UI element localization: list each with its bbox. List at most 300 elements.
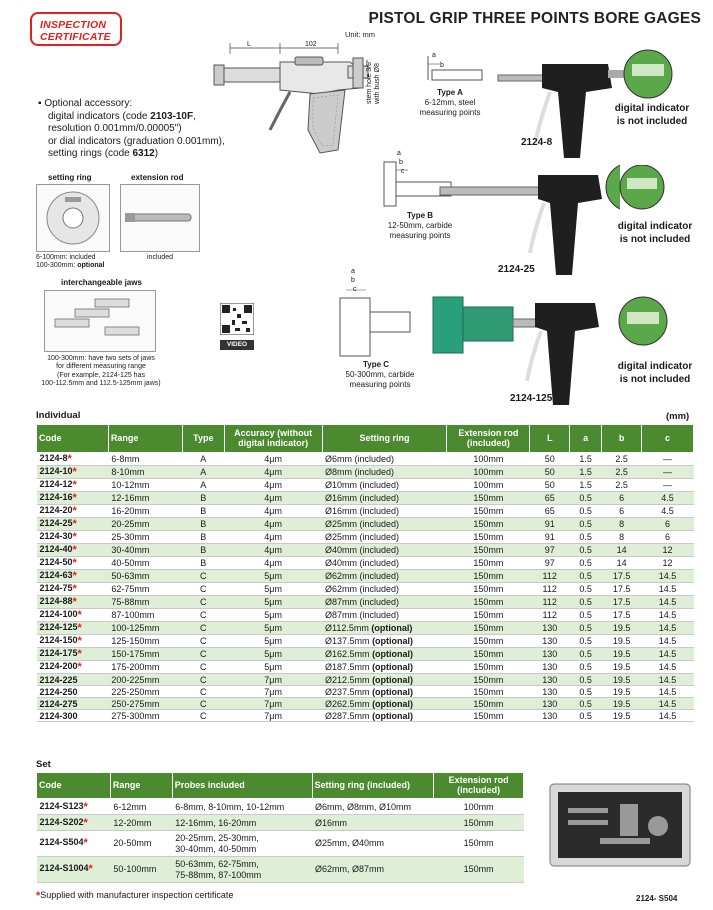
set-ring-cell: Ø6mm, Ø8mm, Ø10mm (312, 799, 434, 815)
ring-caption-1: 6-100mm: included (36, 254, 96, 261)
setting-ring-cell (322, 609, 447, 622)
code-cell (37, 544, 109, 557)
extension-cell: 100mm (447, 453, 530, 466)
accuracy-cell: 4μm (224, 466, 322, 479)
accuracy-cell: 4μm (224, 492, 322, 505)
extension-cell: 150mm (447, 570, 530, 583)
dim-c-cell: 14.5 (642, 686, 694, 698)
set-row (37, 799, 524, 815)
set-code-cell (37, 799, 111, 815)
type-b-dim-c: c (401, 168, 405, 175)
individual-header-2: Type (182, 425, 224, 453)
extension-cell: 150mm (447, 492, 530, 505)
dim-a-cell: 0.5 (570, 557, 602, 570)
dim-c-cell: 14.5 (642, 648, 694, 661)
ring-size: Ø87mm (included) (325, 597, 400, 607)
set-code-text: 2124-S123 (39, 800, 84, 811)
dim-c-cell: 14.5 (642, 570, 694, 583)
code-text: 2124-175 (39, 648, 78, 658)
set-ring-cell: Ø16mm (312, 815, 434, 831)
accuracy-cell: 5μm (224, 648, 322, 661)
video-label: VIDEO (220, 340, 254, 350)
dim-a-cell: 0.5 (570, 596, 602, 609)
range-cell: 125-150mm (108, 635, 182, 648)
code-cell (37, 710, 109, 722)
extension-cell: 150mm (447, 674, 530, 686)
range-cell: 75-88mm (108, 596, 182, 609)
code-cell (37, 570, 109, 583)
ring-optional: (optional) (372, 662, 414, 672)
range-cell: 87-100mm (108, 609, 182, 622)
extension-cell: 150mm (447, 698, 530, 710)
code-text: 2124-250 (39, 686, 78, 697)
dim-L-cell: 130 (530, 674, 570, 686)
footnote (36, 890, 233, 902)
set-header-2: Probes included (172, 773, 312, 799)
set-header-1: Range (110, 773, 172, 799)
code-text: 2124-200 (39, 661, 78, 671)
certificate-star-icon: * (72, 505, 77, 517)
dim-b-cell: 14 (602, 544, 642, 557)
type-c-title: Type C (362, 360, 390, 369)
dim-c-cell: 12 (642, 544, 694, 557)
range-cell: 250-275mm (108, 698, 182, 710)
range-cell: 100-125mm (108, 622, 182, 635)
dim-L-cell: 50 (530, 453, 570, 466)
dim-a-cell: 1.5 (570, 466, 602, 479)
certificate-star-icon: * (72, 557, 77, 569)
table-row (37, 466, 694, 479)
type-a-desc: 6-12mm, steel measuring points (419, 98, 481, 117)
indicator-2124-25 (612, 165, 672, 215)
type-cell: C (182, 674, 224, 686)
page-title: PISTOL GRIP THREE POINTS BORE GAGES (368, 10, 701, 27)
set-probes-cell: 12-16mm, 16-20mm (172, 815, 312, 831)
extension-cell: 150mm (447, 710, 530, 722)
dim-b-cell: 19.5 (602, 698, 642, 710)
accuracy-cell: 5μm (224, 570, 322, 583)
code-cell (37, 583, 109, 596)
dim-a-cell: 0.5 (570, 531, 602, 544)
certificate-star-icon: * (72, 583, 77, 595)
code-cell (37, 648, 109, 661)
code-cell (37, 698, 109, 710)
dim-b-cell: 19.5 (602, 661, 642, 674)
type-cell: A (182, 479, 224, 492)
accuracy-cell: 4μm (224, 531, 322, 544)
dim-c-cell: 4.5 (642, 505, 694, 518)
type-b-dim-a: a (397, 150, 401, 157)
extension-cell: 150mm (447, 622, 530, 635)
table-row (37, 518, 694, 531)
type-cell: C (182, 635, 224, 648)
ring-size: Ø40mm (included) (325, 545, 400, 555)
ring-optional: (optional) (372, 674, 414, 685)
range-cell: 275-300mm (108, 710, 182, 722)
range-cell: 62-75mm (108, 583, 182, 596)
dim-c-cell: 14.5 (642, 710, 694, 722)
code-text: 2124-8 (39, 453, 68, 463)
extension-cell: 150mm (447, 635, 530, 648)
individual-table (36, 424, 694, 722)
dim-L-cell: 91 (530, 531, 570, 544)
type-b-title: Type B (406, 211, 434, 220)
extension-cell: 150mm (447, 596, 530, 609)
ring-code: 6312 (132, 148, 155, 159)
dim-L-cell: 50 (530, 479, 570, 492)
dim-a-cell: 0.5 (570, 570, 602, 583)
dim-c-cell: 14.5 (642, 674, 694, 686)
accuracy-cell: 5μm (224, 661, 322, 674)
table-row (37, 609, 694, 622)
ring-size: Ø262.5mm (325, 698, 373, 709)
code-text: 2124-88 (39, 596, 73, 606)
ring-optional: (optional) (372, 649, 414, 659)
ring-size: Ø10mm (included) (325, 480, 400, 490)
dim-c-cell: 14.5 (642, 622, 694, 635)
range-cell: 20-25mm (108, 518, 182, 531)
dim-a-cell: 0.5 (570, 686, 602, 698)
dim-b-cell: 17.5 (602, 596, 642, 609)
setting-ring-cell (322, 661, 447, 674)
ring-size: Ø62mm (included) (325, 571, 400, 581)
dim-b-cell: 19.5 (602, 648, 642, 661)
dim-c-cell: 14.5 (642, 661, 694, 674)
extension-rod-title: extension rod (131, 173, 184, 182)
dim-c-cell: 6 (642, 531, 694, 544)
dim-b-cell: 17.5 (602, 609, 642, 622)
code-text: 2124-12 (39, 479, 73, 489)
code-cell (37, 622, 109, 635)
code-text: 2124-20 (39, 505, 73, 515)
footnote-star: * (36, 890, 41, 902)
range-cell: 200-225mm (108, 674, 182, 686)
dim-b-cell: 14 (602, 557, 642, 570)
code-text: 2124-75 (39, 583, 73, 593)
range-cell: 30-40mm (108, 544, 182, 557)
dim-a-cell: 0.5 (570, 661, 602, 674)
set-range-cell: 12-20mm (110, 815, 172, 831)
footnote-text: Supplied with manufacturer inspection certificate (40, 890, 234, 900)
type-c-desc: 50-300mm, carbide measuring points (345, 370, 415, 389)
code-text: 2124-25 (39, 518, 73, 528)
accessory-paren: ) (154, 148, 159, 159)
code-cell (37, 661, 109, 674)
range-cell: 50-63mm (108, 570, 182, 583)
certificate-star-icon: * (77, 635, 82, 647)
dim-a-cell: 1.5 (570, 453, 602, 466)
dim-c-cell: — (642, 466, 694, 479)
type-c-dim-b: b (351, 277, 355, 284)
note-2124-25: digital indicator is not included (617, 221, 693, 245)
type-b-desc: 12-50mm, carbide measuring points (387, 221, 453, 240)
type-cell: A (182, 466, 224, 479)
type-cell: B (182, 505, 224, 518)
extension-cell: 150mm (447, 583, 530, 596)
ring-size: Ø212.5mm (325, 674, 373, 685)
type-cell: B (182, 557, 224, 570)
range-cell: 10-12mm (108, 479, 182, 492)
dim-a-cell: 0.5 (570, 583, 602, 596)
accessory-line5: setting rings (code (48, 148, 133, 159)
dim-L-cell: 97 (530, 557, 570, 570)
code-cell (37, 505, 109, 518)
dim-c-cell: 6 (642, 518, 694, 531)
setting-ring-title: setting ring (48, 173, 92, 182)
accuracy-cell: 5μm (224, 609, 322, 622)
ring-size: Ø25mm (included) (325, 519, 400, 529)
dim-c-cell: — (642, 453, 694, 466)
type-cell: B (182, 492, 224, 505)
individual-header-0: Code (37, 425, 109, 453)
ring-size: Ø187.5mm (325, 662, 373, 672)
dim-a-cell: 0.5 (570, 698, 602, 710)
setting-ring-cell (322, 479, 447, 492)
setting-ring-cell (322, 674, 447, 686)
individual-header-8: b (602, 425, 642, 453)
type-cell: B (182, 531, 224, 544)
accuracy-cell: 7μm (224, 698, 322, 710)
code-cell (37, 492, 109, 505)
dim-102: 102 (305, 41, 317, 48)
ring-optional: (optional) (372, 698, 414, 709)
dim-L-cell: 130 (530, 661, 570, 674)
code-cell (37, 453, 109, 466)
ring-size: Ø8mm (included) (325, 467, 395, 477)
accuracy-cell: 4μm (224, 557, 322, 570)
setting-ring-caption (36, 254, 121, 271)
case-label: 2124- S504 (636, 894, 678, 903)
accuracy-cell: 5μm (224, 622, 322, 635)
dim-a-cell: 0.5 (570, 518, 602, 531)
table-row (37, 557, 694, 570)
extension-cell: 100mm (447, 466, 530, 479)
dim-c-cell: 14.5 (642, 609, 694, 622)
code-text: 2124-40 (39, 544, 73, 554)
accuracy-cell: 5μm (224, 583, 322, 596)
ring-size: Ø137.5mm (325, 636, 373, 646)
range-cell: 12-16mm (108, 492, 182, 505)
setting-ring-cell (322, 453, 447, 466)
table-row (37, 544, 694, 557)
setting-ring-cell (322, 698, 447, 710)
accessory-comma: , (193, 110, 196, 122)
dim-L-cell: 65 (530, 505, 570, 518)
code-text: 2124-30 (39, 531, 73, 541)
type-cell: C (182, 661, 224, 674)
dim-L-cell: 50 (530, 466, 570, 479)
jaws-caption: 100-300mm: have two sets of jaws for different measuring range (For example, 2124-125 has 100-112.5mm and 112.5-125mm jaws) (41, 355, 161, 388)
dim-L-cell: 130 (530, 635, 570, 648)
setting-ring-image (36, 184, 110, 252)
certificate-star-icon: * (72, 544, 77, 556)
dim-c-cell: — (642, 479, 694, 492)
model-2124-125: 2124-125 (510, 393, 553, 404)
certificate-star-icon: * (72, 466, 77, 478)
stem-hole-label: stem hole 3/8" with bush Ø8 (366, 59, 382, 104)
video-qr-code[interactable] (220, 303, 254, 347)
dim-b-cell: 6 (602, 505, 642, 518)
table-row (37, 710, 694, 722)
table-row (37, 698, 694, 710)
type-c-diagram (336, 268, 416, 360)
table-row (37, 596, 694, 609)
set-table (36, 772, 524, 883)
setting-ring-cell (322, 596, 447, 609)
dim-a-cell: 0.5 (570, 622, 602, 635)
setting-ring-cell (322, 648, 447, 661)
setting-ring-cell (322, 466, 447, 479)
type-c-dim-c: c (353, 286, 357, 293)
type-c-dim-a: a (351, 268, 355, 275)
table-row (37, 531, 694, 544)
table-row (37, 661, 694, 674)
setting-ring-cell (322, 531, 447, 544)
certificate-star-icon: * (77, 609, 82, 621)
dim-L-cell: 130 (530, 648, 570, 661)
certificate-star-icon: * (72, 596, 77, 608)
code-text: 2124-225 (39, 674, 78, 685)
set-code-text: 2124-S1004 (39, 863, 89, 874)
set-extension-cell: 150mm (434, 857, 524, 883)
code-cell (37, 466, 109, 479)
model-2124-25: 2124-25 (498, 264, 535, 275)
ring-size: Ø237.5mm (325, 686, 373, 697)
code-text: 2124-63 (39, 570, 73, 580)
setting-ring-cell (322, 622, 447, 635)
table-row (37, 686, 694, 698)
extension-cell: 150mm (447, 648, 530, 661)
set-extension-cell: 150mm (434, 815, 524, 831)
code-text: 2124-100 (39, 609, 78, 619)
type-cell: C (182, 570, 224, 583)
setting-ring-cell (322, 505, 447, 518)
setting-ring-cell (322, 570, 447, 583)
set-row (37, 831, 524, 857)
type-cell: B (182, 544, 224, 557)
individual-header-5: Extension rod (included) (447, 425, 530, 453)
code-cell (37, 531, 109, 544)
dim-a-cell: 0.5 (570, 492, 602, 505)
range-cell: 8-10mm (108, 466, 182, 479)
setting-ring-cell (322, 710, 447, 722)
accuracy-cell: 5μm (224, 596, 322, 609)
range-cell: 40-50mm (108, 557, 182, 570)
ring-optional: (optional) (371, 623, 413, 633)
range-cell: 6-8mm (108, 453, 182, 466)
set-extension-cell: 150mm (434, 831, 524, 857)
set-code-cell (37, 831, 111, 857)
set-ring-cell: Ø25mm, Ø40mm (312, 831, 434, 857)
accessory-title: Optional accessory: (44, 98, 133, 109)
type-cell: C (182, 609, 224, 622)
range-cell: 150-175mm (108, 648, 182, 661)
extension-rod-caption: included (147, 254, 174, 261)
dim-b-cell: 2.5 (602, 466, 642, 479)
ring-optional: (optional) (372, 710, 414, 721)
dim-b-cell: 19.5 (602, 710, 642, 722)
ring-size: Ø87mm (included) (325, 610, 400, 620)
certificate-star-icon: * (83, 816, 88, 829)
extension-cell: 150mm (447, 518, 530, 531)
setting-ring-cell (322, 686, 447, 698)
dim-c-cell: 12 (642, 557, 694, 570)
product-image-2124-125 (425, 285, 695, 410)
note-2124-125: digital indicator is not included (617, 361, 693, 385)
accuracy-cell: 4μm (224, 479, 322, 492)
table-row (37, 505, 694, 518)
individual-header-3: Accuracy (without digital indicator) (224, 425, 322, 453)
dim-b-cell: 8 (602, 531, 642, 544)
type-cell: C (182, 710, 224, 722)
dim-L-cell: 112 (530, 570, 570, 583)
certificate-star-icon: * (77, 622, 82, 634)
dim-c-cell: 14.5 (642, 583, 694, 596)
type-cell: C (182, 698, 224, 710)
type-cell: C (182, 583, 224, 596)
set-header-0: Code (37, 773, 111, 799)
jaws-title: interchangeable jaws (61, 278, 142, 287)
code-cell (37, 674, 109, 686)
dim-a-cell: 0.5 (570, 505, 602, 518)
dim-a-cell: 0.5 (570, 674, 602, 686)
extension-cell: 100mm (447, 479, 530, 492)
set-probes-cell: 50-63mm, 62-75mm, 75-88mm, 87-100mm (172, 857, 312, 883)
inspection-certificate-logo (30, 12, 122, 46)
accuracy-cell: 4μm (224, 453, 322, 466)
code-cell (37, 686, 109, 698)
dim-b-cell: 19.5 (602, 622, 642, 635)
dim-a-cell: 0.5 (570, 609, 602, 622)
dim-L-cell: 130 (530, 622, 570, 635)
set-code-text: 2124-S202 (39, 816, 84, 827)
dim-b-cell: 19.5 (602, 674, 642, 686)
type-cell: C (182, 686, 224, 698)
dim-L-cell: 65 (530, 492, 570, 505)
type-cell: B (182, 518, 224, 531)
type-a-title: Type A (437, 88, 463, 97)
dim-L-cell: 130 (530, 686, 570, 698)
set-range-cell: 6-12mm (110, 799, 172, 815)
table-row (37, 583, 694, 596)
table-row (37, 648, 694, 661)
range-cell: 25-30mm (108, 531, 182, 544)
case-image-2124-S504 (540, 768, 700, 888)
dim-c-cell: 14.5 (642, 698, 694, 710)
set-label: Set (36, 759, 51, 770)
dim-L-cell: 91 (530, 518, 570, 531)
dim-L-cell: 97 (530, 544, 570, 557)
dim-L-cell: 112 (530, 609, 570, 622)
bullet-icon: ▪ (38, 98, 45, 109)
setting-ring-cell (322, 635, 447, 648)
certificate-star-icon: * (72, 518, 77, 530)
individual-unit: (mm) (666, 411, 690, 422)
set-code-text: 2124-S504 (39, 837, 84, 848)
dim-L-cell: 130 (530, 698, 570, 710)
ring-size: Ø112.5mm (325, 623, 372, 633)
product-image-2124-8 (490, 40, 690, 160)
ring-caption-optional: optional (77, 262, 105, 270)
type-cell: C (182, 622, 224, 635)
dim-L: L (247, 41, 251, 48)
ring-size: Ø16mm (included) (325, 493, 400, 503)
accessory-line4: or dial indicators (graduation 0.001mm), (48, 135, 225, 147)
logo-line2: CERTIFICATE (40, 31, 111, 43)
set-code-cell (37, 857, 111, 883)
dim-c-cell: 14.5 (642, 635, 694, 648)
dim-b-cell: 17.5 (602, 570, 642, 583)
